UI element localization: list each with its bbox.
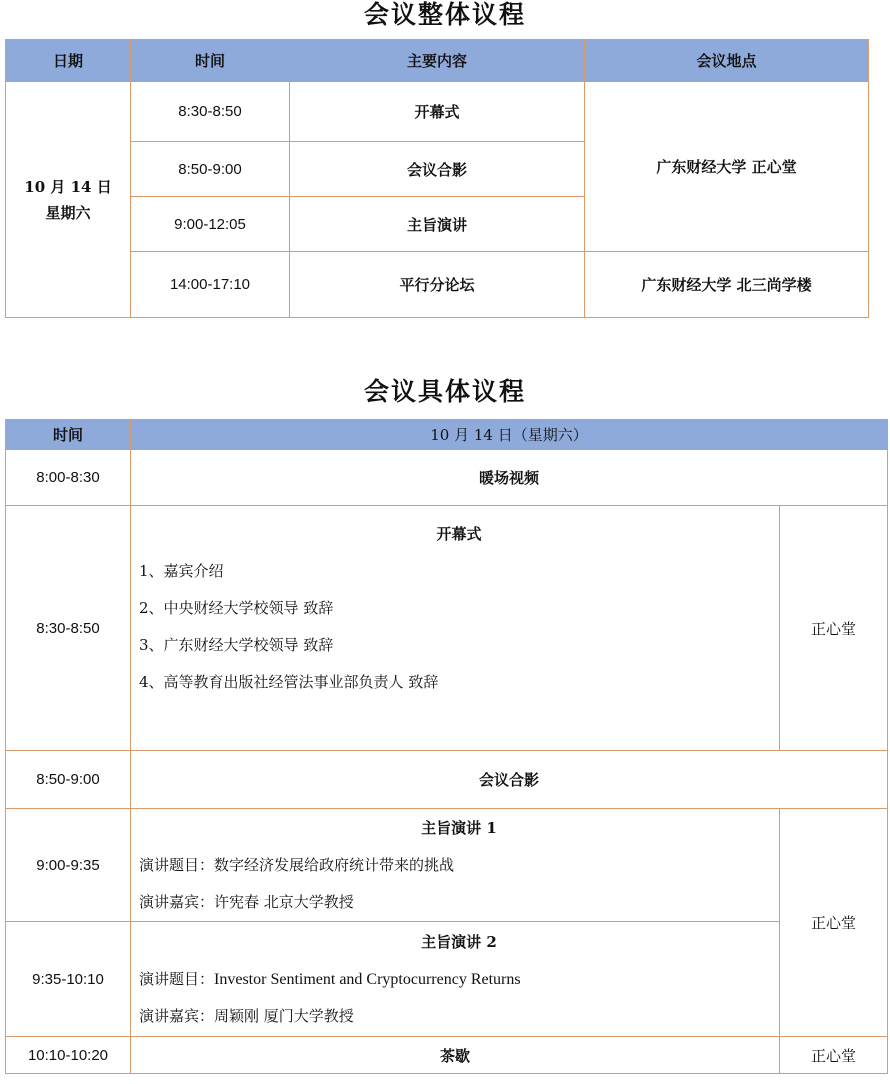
content-cell: 开幕式 (290, 82, 585, 142)
date-cell (6, 82, 131, 318)
table-row (6, 922, 888, 1037)
keynote2-speaker: 演讲嘉宾：周颖刚 厦门大学教授 (139, 1006, 354, 1025)
overview-title: 会议整体议程 (363, 0, 526, 29)
time-cell: 9:35-10:10 (6, 922, 131, 1037)
keynote2-topic (139, 961, 779, 998)
venue-cell-main: 广东财经大学 正心堂 (585, 82, 869, 252)
content-cell: 平行分论坛 (290, 252, 585, 318)
header-date: 10 月 14 日（星期六） (131, 420, 888, 450)
table-row (6, 809, 888, 922)
table-row (6, 82, 869, 142)
list-item: 2、中央财经大学校领导 致辞 (139, 599, 334, 617)
topic-prefix: 演讲题目： (139, 969, 215, 988)
opening-cell (131, 506, 780, 751)
header-content: 主要内容 (290, 40, 585, 82)
table-row (6, 252, 869, 318)
time-cell: 8:50-9:00 (6, 751, 131, 809)
tea-cell: 茶歇 (131, 1037, 780, 1074)
overview-table (5, 39, 869, 318)
list-item: 4、高等教育出版社经管法事业部负责人 致辞 (139, 673, 439, 691)
venue-cell: 正心堂 (780, 1037, 888, 1074)
list-item: 1、嘉宾介绍 (139, 562, 224, 580)
date-line: 10 月 14 日 (24, 177, 112, 196)
detail-header-row (6, 420, 888, 450)
table-row (6, 450, 888, 506)
time-cell: 10:10-10:20 (6, 1037, 131, 1074)
topic-english: Investor Sentiment and Cryptocurrency Returns (214, 970, 521, 988)
header-time: 时间 (6, 420, 131, 450)
overview-header-row (6, 40, 869, 82)
table-row (6, 506, 888, 751)
warmup-cell: 暖场视频 (131, 450, 888, 506)
opening-heading: 开幕式 (436, 525, 482, 543)
keynote1-cell (131, 809, 780, 922)
venue-cell-forum: 广东财经大学 北三尚学楼 (585, 252, 869, 318)
photo-cell: 会议合影 (131, 751, 888, 809)
list-item: 3、广东财经大学校领导 致辞 (139, 636, 334, 654)
content-cell: 主旨演讲 (290, 197, 585, 252)
time-cell: 8:50-9:00 (131, 142, 290, 197)
keynote2-cell (131, 922, 780, 1037)
time-cell: 9:00-12:05 (131, 197, 290, 252)
header-date: 日期 (6, 40, 131, 82)
keynote1-speaker: 演讲嘉宾：许宪春 北京大学教授 (139, 892, 354, 911)
keynote-venue-cell: 正心堂 (780, 809, 888, 1037)
header-time: 时间 (131, 40, 290, 82)
keynote1-heading: 主旨演讲 1 (421, 818, 497, 837)
time-cell: 9:00-9:35 (6, 809, 131, 922)
time-cell: 8:30-8:50 (6, 506, 131, 751)
venue-cell: 正心堂 (780, 506, 888, 751)
content-cell: 会议合影 (290, 142, 585, 197)
table-row (6, 751, 888, 809)
weekday-line: 星期六 (45, 203, 91, 222)
table-row (6, 1037, 888, 1074)
time-cell: 14:00-17:10 (131, 252, 290, 318)
keynote1-topic: 演讲题目：数字经济发展给政府统计带来的挑战 (139, 855, 455, 874)
keynote2-heading: 主旨演讲 2 (421, 932, 497, 951)
detail-table (5, 419, 888, 1074)
header-venue: 会议地点 (585, 40, 869, 82)
time-cell: 8:30-8:50 (131, 82, 290, 142)
time-cell: 8:00-8:30 (6, 450, 131, 506)
detail-title: 会议具体议程 (363, 377, 526, 406)
